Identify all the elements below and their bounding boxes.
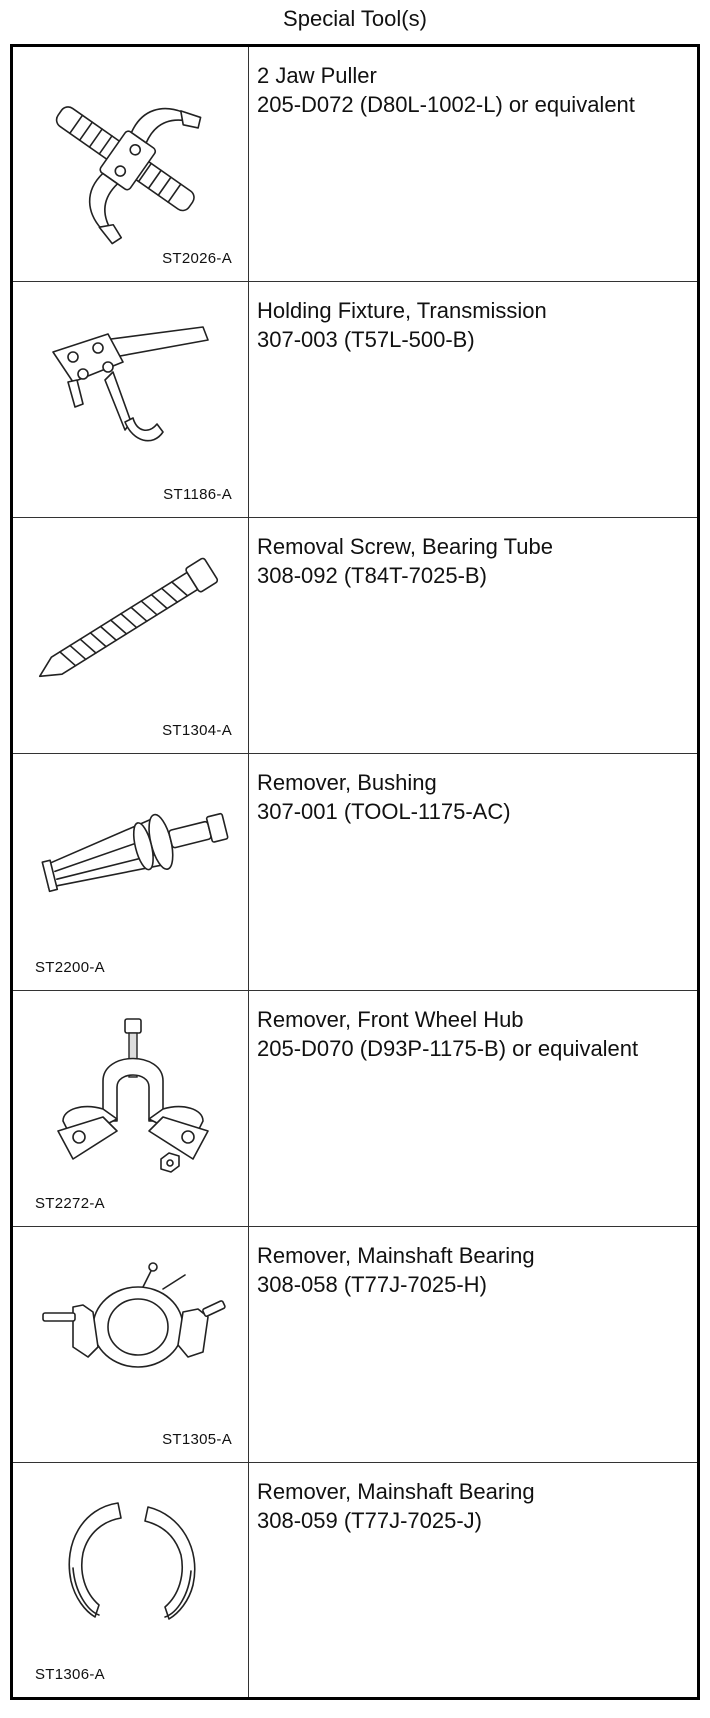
tool-description-cell xyxy=(249,282,699,518)
tool-code: ST1304-A xyxy=(162,722,232,740)
tool-number: 307-003 (T57L-500-B) xyxy=(257,327,475,353)
bushing-remover-icon xyxy=(13,754,248,990)
hub-remover-icon xyxy=(13,991,248,1227)
tool-image-cell xyxy=(12,1462,249,1698)
tool-description-cell xyxy=(249,518,699,754)
tool-name: Remover, Mainshaft Bearing xyxy=(257,1478,535,1504)
bearing-remover-clamp-icon xyxy=(13,1227,248,1463)
tool-number: 308-092 (T84T-7025-B) xyxy=(257,563,487,589)
tool-name: Remover, Front Wheel Hub xyxy=(257,1006,524,1032)
tool-number: 308-059 (T77J-7025-J) xyxy=(257,1507,483,1533)
tool-code: ST1306-A xyxy=(35,1666,105,1683)
tool-description-cell xyxy=(249,46,699,282)
table-row xyxy=(12,46,699,282)
tool-image-cell xyxy=(12,990,249,1226)
tool-image-cell xyxy=(12,282,249,518)
page-title: Special Tool(s) xyxy=(283,6,427,31)
tool-code: ST1305-A xyxy=(162,1430,232,1448)
special-tools-table xyxy=(10,44,700,1700)
table-row xyxy=(12,518,699,754)
jaw-puller-icon xyxy=(13,47,248,283)
tool-image-cell xyxy=(12,518,249,754)
tool-code: ST1186-A xyxy=(163,486,232,504)
tool-description-cell xyxy=(249,1226,699,1462)
tool-code: ST2200-A xyxy=(35,958,105,976)
tool-code: ST2026-A xyxy=(162,250,232,268)
tool-number: 205-D072 (D80L-1002-L) or equivalent xyxy=(257,92,635,117)
tool-name: 2 Jaw Puller xyxy=(257,63,377,88)
table-row xyxy=(12,990,699,1226)
bearing-remover-halves-icon xyxy=(13,1463,248,1699)
table-row xyxy=(12,754,699,990)
tool-name: Removal Screw, Bearing Tube xyxy=(257,534,553,560)
tool-image-cell xyxy=(12,1226,249,1462)
tool-name: Remover, Bushing xyxy=(257,770,437,796)
tool-number: 307-001 (TOOL-1175-AC) xyxy=(257,799,511,825)
tool-code: ST2272-A xyxy=(35,1194,105,1212)
tool-image-cell xyxy=(12,46,249,282)
table-row xyxy=(12,1226,699,1462)
tool-image-cell xyxy=(12,754,249,990)
table-row xyxy=(12,1462,699,1698)
tool-name: Holding Fixture, Transmission xyxy=(257,298,547,324)
holding-fixture-icon xyxy=(13,282,248,518)
tool-description-cell xyxy=(249,1462,699,1698)
removal-screw-icon xyxy=(13,518,248,754)
tool-description-cell xyxy=(249,754,699,990)
tool-number: 308-058 (T77J-7025-H) xyxy=(257,1271,487,1297)
table-row xyxy=(12,282,699,518)
tool-number: 205-D070 (D93P-1175-B) or equivalent xyxy=(257,1035,639,1061)
tool-name: Remover, Mainshaft Bearing xyxy=(257,1242,535,1268)
tool-description-cell xyxy=(249,990,699,1226)
